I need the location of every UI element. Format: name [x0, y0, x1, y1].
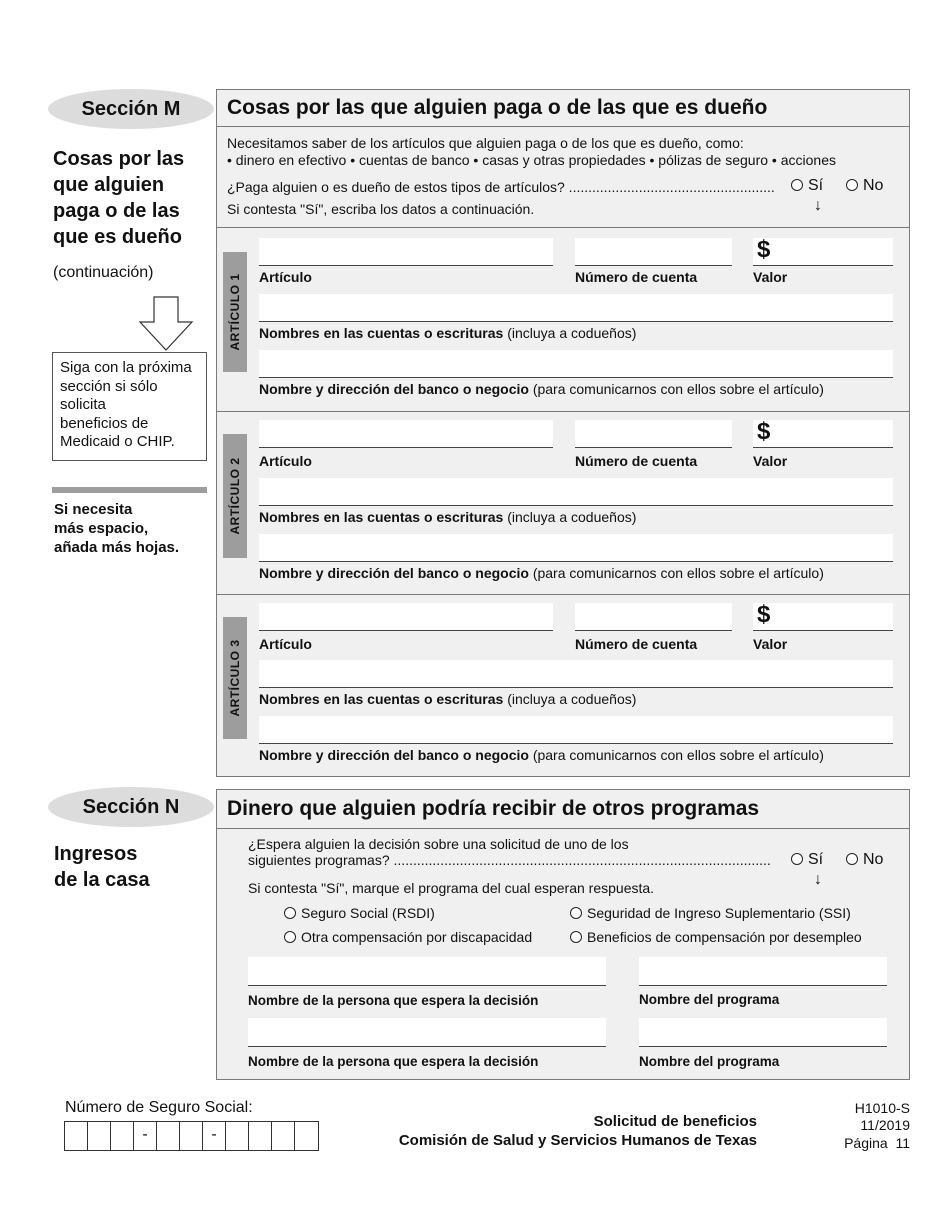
- section-m-question: ¿Paga alguien o es dueño de estos tipos de artículos? .....................................................: [227, 179, 775, 195]
- ssn-digit[interactable]: [157, 1122, 180, 1150]
- value-input[interactable]: [753, 603, 893, 631]
- ssn-digit[interactable]: [226, 1122, 249, 1150]
- section-n-panel: [216, 789, 910, 1080]
- ssn-digit[interactable]: [180, 1122, 203, 1150]
- section-n-heading: Dinero que alguien podría recibir de otros programas: [217, 790, 909, 829]
- section-n-question-line2: siguientes programas? .................................................................................................: [248, 852, 771, 868]
- section-n-no-option[interactable]: No: [846, 851, 883, 869]
- yes-radio[interactable]: [791, 179, 803, 191]
- account-names-label: Nombres en las cuentas o escrituras (incluya a codueños): [259, 325, 637, 341]
- bank-name-address-input[interactable]: [259, 350, 893, 378]
- section-m-panel: [216, 89, 910, 777]
- unemployment-radio[interactable]: [570, 931, 582, 943]
- article-input[interactable]: [259, 603, 553, 631]
- person-name-input-2[interactable]: [248, 1018, 606, 1047]
- medicaid-note-box: Siga con la próxima sección si sólo solicita beneficios de Medicaid o CHIP.: [52, 352, 207, 461]
- ssn-digit[interactable]: [249, 1122, 272, 1150]
- no-radio[interactable]: [846, 179, 858, 191]
- section-m-heading: Cosas por las que alguien paga o de las que es dueño: [217, 90, 909, 127]
- section-n-question-line1: ¿Espera alguien la decisión sobre una solicitud de uno de los: [248, 836, 629, 852]
- ssn-dash: -: [203, 1122, 226, 1150]
- program-option-disability[interactable]: Otra compensación por discapacidad: [284, 929, 532, 946]
- article-input[interactable]: [259, 238, 553, 266]
- no-radio[interactable]: [846, 853, 858, 865]
- account-names-label: Nombres en las cuentas o escrituras (incluya a codueños): [259, 691, 637, 707]
- article-label: Artículo: [259, 636, 312, 652]
- article-block-1: [217, 227, 909, 411]
- ssi-radio[interactable]: [570, 907, 582, 919]
- section-m-if-yes: Si contesta "Sí", escriba los datos a continuación.: [227, 201, 535, 217]
- ssn-digit[interactable]: [111, 1122, 134, 1150]
- ssn-input-boxes[interactable]: [64, 1121, 319, 1151]
- article-input[interactable]: [259, 420, 553, 448]
- divider-bar: [52, 487, 207, 493]
- rsdi-radio[interactable]: [284, 907, 296, 919]
- section-n-yes-option[interactable]: Sí: [791, 851, 823, 869]
- article-tab-2: ARTÍCULO 2: [223, 434, 247, 558]
- ssn-label: Número de Seguro Social:: [65, 1099, 253, 1116]
- section-m-side-title: Cosas por las que alguien paga o de las que es dueño: [53, 148, 185, 248]
- account-number-input[interactable]: [575, 420, 732, 448]
- program-name-input-1[interactable]: [639, 957, 887, 986]
- down-arrow-icon: [138, 296, 194, 352]
- section-n-pill: Sección N: [48, 787, 214, 827]
- account-number-label: Número de cuenta: [575, 269, 698, 285]
- program-option-rsdi[interactable]: Seguro Social (RSDI): [284, 905, 435, 922]
- ssn-digit[interactable]: [65, 1122, 88, 1150]
- bank-name-address-input[interactable]: [259, 716, 893, 744]
- value-label: Valor: [753, 269, 788, 285]
- account-names-input[interactable]: [259, 294, 893, 322]
- person-name-label-1: Nombre de la persona que espera la decisión: [248, 993, 539, 1008]
- yes-down-arrow-icon: ↓: [814, 871, 822, 888]
- article-tab-1: ARTÍCULO 1: [223, 252, 247, 372]
- bank-name-address-input[interactable]: [259, 534, 893, 562]
- value-label: Valor: [753, 636, 788, 652]
- account-number-label: Número de cuenta: [575, 636, 698, 652]
- ssn-digit[interactable]: [295, 1122, 319, 1150]
- bank-name-address-label: Nombre y dirección del banco o negocio (para comunicarnos con ellos sobre el artículo): [259, 565, 824, 581]
- account-names-label: Nombres en las cuentas o escrituras (incluya a codueños): [259, 509, 637, 525]
- section-n-side-title: Ingresos de la casa: [54, 843, 150, 891]
- bank-name-address-label: Nombre y dirección del banco o negocio (para comunicarnos con ellos sobre el artículo): [259, 381, 824, 397]
- form-code: H1010-S: [854, 1100, 910, 1116]
- account-names-input[interactable]: [259, 660, 893, 688]
- account-number-label: Número de cuenta: [575, 453, 698, 469]
- section-m-intro: Necesitamos saber de los artículos que alguien paga o de los que es dueño, como:: [227, 135, 744, 151]
- dollar-sign: $: [757, 601, 771, 628]
- ssn-digit[interactable]: [88, 1122, 111, 1150]
- article-block-2: [217, 411, 909, 594]
- ssn-digit[interactable]: [272, 1122, 295, 1150]
- continuation-label: (continuación): [53, 264, 154, 281]
- disability-radio[interactable]: [284, 931, 296, 943]
- form-title: Solicitud de beneficios: [593, 1113, 757, 1130]
- section-n-if-yes: Si contesta "Sí", marque el programa del cual esperan respuesta.: [248, 880, 655, 896]
- program-name-label-1: Nombre del programa: [639, 992, 780, 1007]
- value-input[interactable]: [753, 238, 893, 266]
- program-name-input-2[interactable]: [639, 1018, 887, 1047]
- agency-name: Comisión de Salud y Servicios Humanos de Texas: [398, 1132, 757, 1149]
- account-number-input[interactable]: [575, 603, 732, 631]
- article-block-3: [217, 594, 909, 777]
- value-label: Valor: [753, 453, 788, 469]
- article-label: Artículo: [259, 269, 312, 285]
- page-number: Página 11: [844, 1135, 910, 1151]
- section-m-yes-option[interactable]: Sí: [791, 177, 823, 195]
- value-input[interactable]: [753, 420, 893, 448]
- section-m-examples: • dinero en efectivo • cuentas de banco • casas y otras propiedades • pólizas de seguro • acciones: [227, 152, 836, 168]
- dollar-sign: $: [757, 418, 771, 445]
- account-names-input[interactable]: [259, 478, 893, 506]
- article-label: Artículo: [259, 453, 312, 469]
- yes-radio[interactable]: [791, 853, 803, 865]
- section-m-pill: Sección M: [48, 89, 214, 129]
- dollar-sign: $: [757, 236, 771, 263]
- yes-down-arrow-icon: ↓: [814, 197, 822, 214]
- form-date: 11/2019: [860, 1117, 910, 1133]
- more-space-note: Si necesita más espacio, añada más hojas.: [54, 501, 180, 556]
- bank-name-address-label: Nombre y dirección del banco o negocio (para comunicarnos con ellos sobre el artículo): [259, 747, 824, 763]
- program-option-unemployment[interactable]: Beneficios de compensación por desempleo: [570, 929, 862, 946]
- section-m-no-option[interactable]: No: [846, 177, 883, 195]
- program-option-ssi[interactable]: Seguridad de Ingreso Suplementario (SSI): [570, 905, 851, 922]
- person-name-label-2: Nombre de la persona que espera la decisión: [248, 1054, 539, 1069]
- account-number-input[interactable]: [575, 238, 732, 266]
- program-name-label-2: Nombre del programa: [639, 1054, 780, 1069]
- person-name-input-1[interactable]: [248, 957, 606, 986]
- ssn-dash: -: [134, 1122, 157, 1150]
- article-tab-3: ARTÍCULO 3: [223, 617, 247, 739]
